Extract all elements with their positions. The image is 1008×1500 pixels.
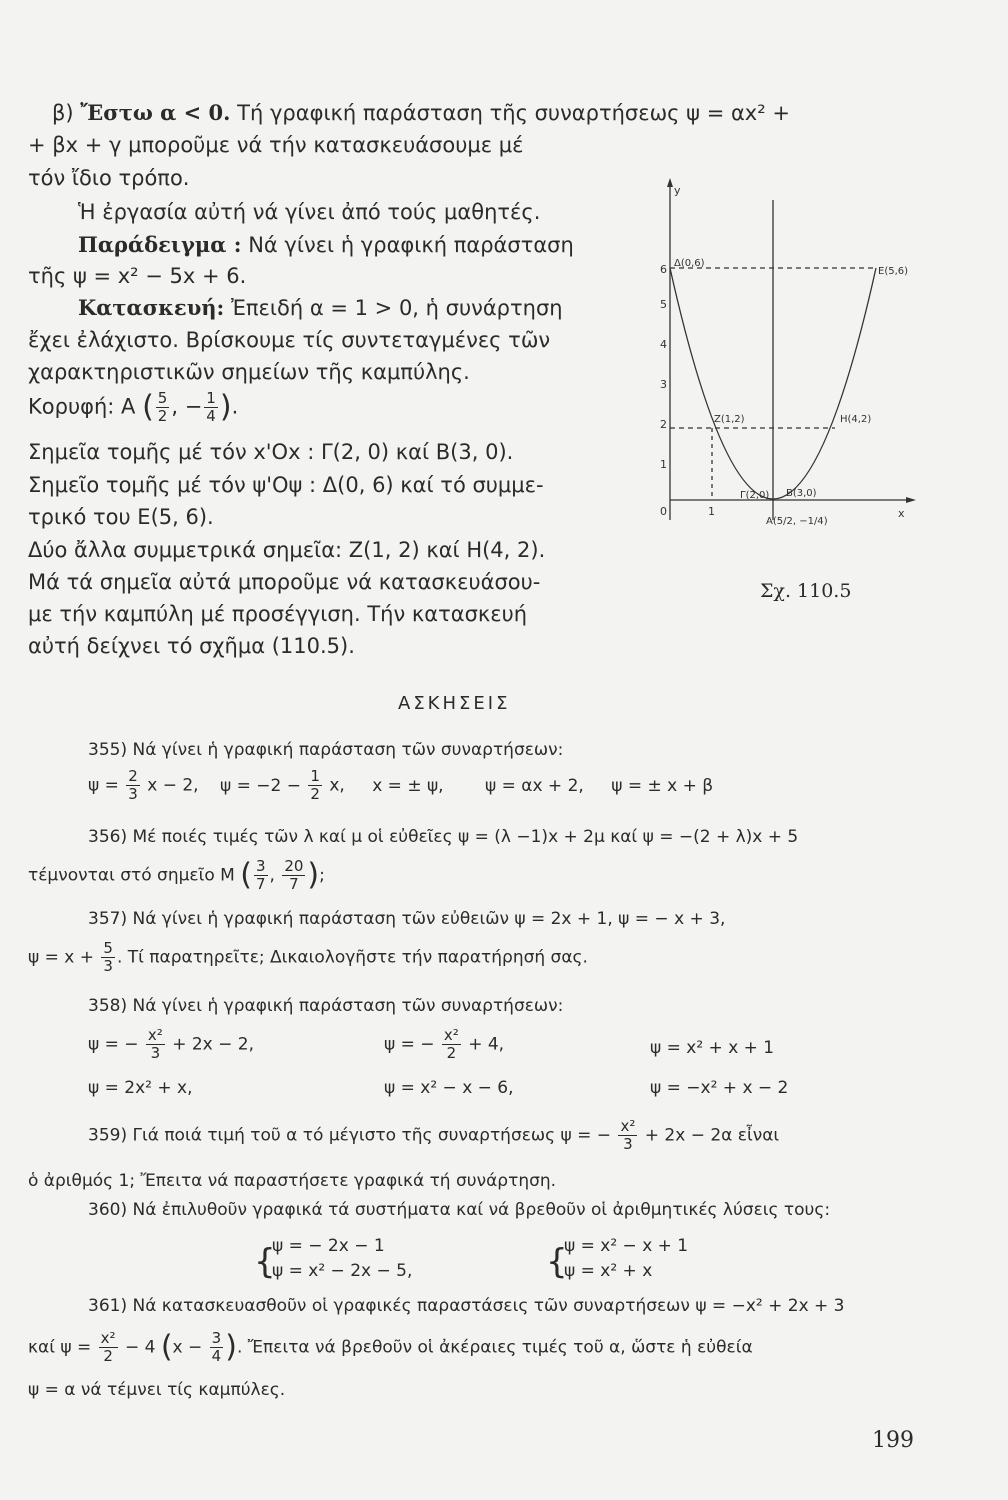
system-1-eq1: ψ = − 2x − 1	[272, 1236, 385, 1256]
approximation-line: Μά τά σημεῖα αὐτά μποροῦμε νά κατασκευάσου-	[28, 570, 541, 594]
exercise-355: 355) Νά γίνει ἡ γραφική παράσταση τῶν συναρτήσεων:	[88, 740, 564, 760]
y-axis-label: y	[674, 184, 681, 197]
y-intercept-line: Σημεῖο τομῆς μέ τόν ψ'Οψ : Δ(0, 6) καί τό συμμε-	[28, 473, 544, 497]
intro-line-3: τόν ἴδιο τρόπο.	[28, 166, 190, 190]
exercise-358-f6: ψ = −x² + x − 2	[650, 1078, 789, 1098]
point-A-label: Α(5/2, −1/4)	[766, 516, 828, 527]
y-tick-5: 5	[660, 298, 667, 311]
parabola-figure	[640, 170, 930, 530]
exercise-357-line2: ψ = x + $\frac{5}{3}$ . Τί παρατηρεῖτε; Δικαιολογῆστε τήν παρατήρησή σας.	[28, 939, 588, 975]
exercise-355-formulas: ψ = $\frac{2}{3}$ x − 2, ψ = −2 − $\frac{1}{2}$ x, x = ± ψ, ψ = αx + 2, ψ = ± x + β	[88, 767, 714, 803]
system-1-eq2: ψ = x² − 2x − 5,	[272, 1261, 413, 1281]
approximation-line-2: με τήν καμπύλη μέ προσέγγιση. Τήν κατασκευή	[28, 602, 528, 626]
example-function: τῆς ψ = x² − 5x + 6.	[28, 264, 247, 288]
approximation-line-3: αὐτή δείχνει τό σχῆμα (110.5).	[28, 634, 355, 658]
construction-line-2: ἔχει ἐλάχιστο. Βρίσκουμε τίς συντεταγμένες τῶν	[28, 328, 551, 352]
x-intercepts-line: Σημεῖα τομῆς μέ τόν x'Ox : Γ(2, 0) καί Β(3, 0).	[28, 440, 514, 464]
exercise-361-line3: ψ = α νά τέμνει τίς καμπύλες.	[28, 1380, 286, 1400]
system-1-brace: {	[254, 1242, 276, 1282]
page-number: 199	[872, 1428, 914, 1453]
vertex-line: Κορυφή: Α ( $\frac{5}{2}$ , − $\frac{1}{4}$ ).	[28, 389, 239, 425]
exercise-361: 361) Νά κατασκευασθοῦν οἱ γραφικές παραστάσεις τῶν συναρτήσεων ψ = −x² + 2x + 3	[88, 1296, 845, 1316]
symmetric-points-line: Δύο ἄλλα συμμετρικά σημεῖα: Ζ(1, 2) καί Η(4, 2).	[28, 538, 546, 562]
construction-line: Κατασκευή: Ἐπειδή α = 1 > 0, ἡ συνάρτηση	[78, 295, 563, 320]
x-arrow-icon	[906, 497, 916, 503]
figure-caption: Σχ. 110.5	[760, 580, 852, 602]
vertex-x: $\frac{5}{2}$	[157, 389, 168, 425]
exercise-358-f3: ψ = x² + x + 1	[650, 1038, 775, 1058]
point-Z-label: Ζ(1,2)	[714, 414, 745, 425]
exercise-356-point: τέμνονται στό σημεῖο Μ ( $\frac{3}{7}$ , $\frac{20}{7}$ );	[28, 857, 325, 893]
point-D-label: Δ(0,6)	[674, 258, 705, 269]
x-axis-label: x	[898, 507, 905, 520]
exercise-359-line2: ὁ ἀριθμός 1; Ἔπειτα νά παραστήσετε γραφικά τή συνάρτηση.	[28, 1171, 557, 1191]
point-B-label: Β(3,0)	[786, 488, 817, 499]
exercise-358-f4: ψ = 2x² + x,	[88, 1078, 193, 1098]
point-G-label: Γ(2,0)	[740, 490, 770, 501]
vertex-y: $\frac{1}{4}$	[206, 389, 216, 425]
point-H-label: Η(4,2)	[840, 414, 872, 425]
y-arrow-icon	[667, 178, 673, 187]
y-tick-6: 6	[660, 263, 667, 276]
origin-label: 0	[660, 505, 667, 518]
construction-line-3: χαρακτηριστικῶν σημείων τῆς καμπύλης.	[28, 360, 470, 384]
system-2-brace: {	[546, 1242, 568, 1282]
exercise-357: 357) Νά γίνει ἡ γραφική παράσταση τῶν εὐθειῶν ψ = 2x + 1, ψ = − x + 3,	[88, 909, 726, 929]
system-2-eq2: ψ = x² + x	[564, 1261, 653, 1281]
example-line: Παράδειγμα : Νά γίνει ἡ γραφική παράσταση	[78, 232, 574, 257]
exercise-356: 356) Μέ ποιές τιμές τῶν λ καί μ οἱ εὐθεῖες ψ = (λ −1)x + 2μ καί ψ = −(2 + λ)x + 5	[88, 827, 799, 847]
exercise-358: 358) Νά γίνει ἡ γραφική παράσταση τῶν συναρτήσεων:	[88, 996, 564, 1016]
y-tick-3: 3	[660, 378, 667, 391]
exercises-title: ΑΣΚΗΣΕΙΣ	[398, 693, 511, 714]
y-intercept-line-2: τρικό του Ε(5, 6).	[28, 505, 214, 529]
y-tick-2: 2	[660, 418, 667, 431]
intro-line-4: Ἡ ἐργασία αὐτή νά γίνει ἀπό τούς μαθητές.	[78, 200, 541, 224]
exercise-359: 359) Γιά ποιά τιμή τοῦ α τό μέγιστο τῆς συναρτήσεως ψ = − $\frac{\text{x²}}{3}$ + 2x − 2α εἶναι	[88, 1117, 780, 1153]
intro-line-2: + βx + γ μποροῦμε νά τήν κατασκευάσουμε μέ	[28, 133, 524, 157]
point-E-label: Ε(5,6)	[878, 266, 909, 277]
system-2-eq1: ψ = x² − x + 1	[564, 1236, 689, 1256]
exercise-361-line2: καί ψ = $\frac{\text{x²}}{2}$ − 4 (x − $\frac{3}{4}$ ). Ἔπειτα νά βρεθοῦν οἱ ἀκέραιες τιμές τοῦ α, ὥστε ἡ εὐθεία	[28, 1329, 753, 1365]
y-tick-4: 4	[660, 338, 667, 351]
x-tick-1: 1	[708, 505, 715, 518]
intro-line: β) Ἔστω α < 0. Τή γραφική παράσταση τῆς συναρτήσεως ψ = αx² +	[52, 100, 790, 125]
exercise-358-f1: ψ = − $\frac{\text{x²}}{3}$ + 2x − 2,	[88, 1026, 255, 1062]
exercise-358-f5: ψ = x² − x − 6,	[384, 1078, 514, 1098]
exercise-360: 360) Νά ἐπιλυθοῦν γραφικά τά συστήματα καί νά βρεθοῦν οἱ ἀριθμητικές λύσεις τους:	[88, 1200, 831, 1220]
y-tick-1: 1	[660, 458, 667, 471]
exercise-358-f2: ψ = − $\frac{\text{x²}}{2}$ + 4,	[384, 1026, 505, 1062]
